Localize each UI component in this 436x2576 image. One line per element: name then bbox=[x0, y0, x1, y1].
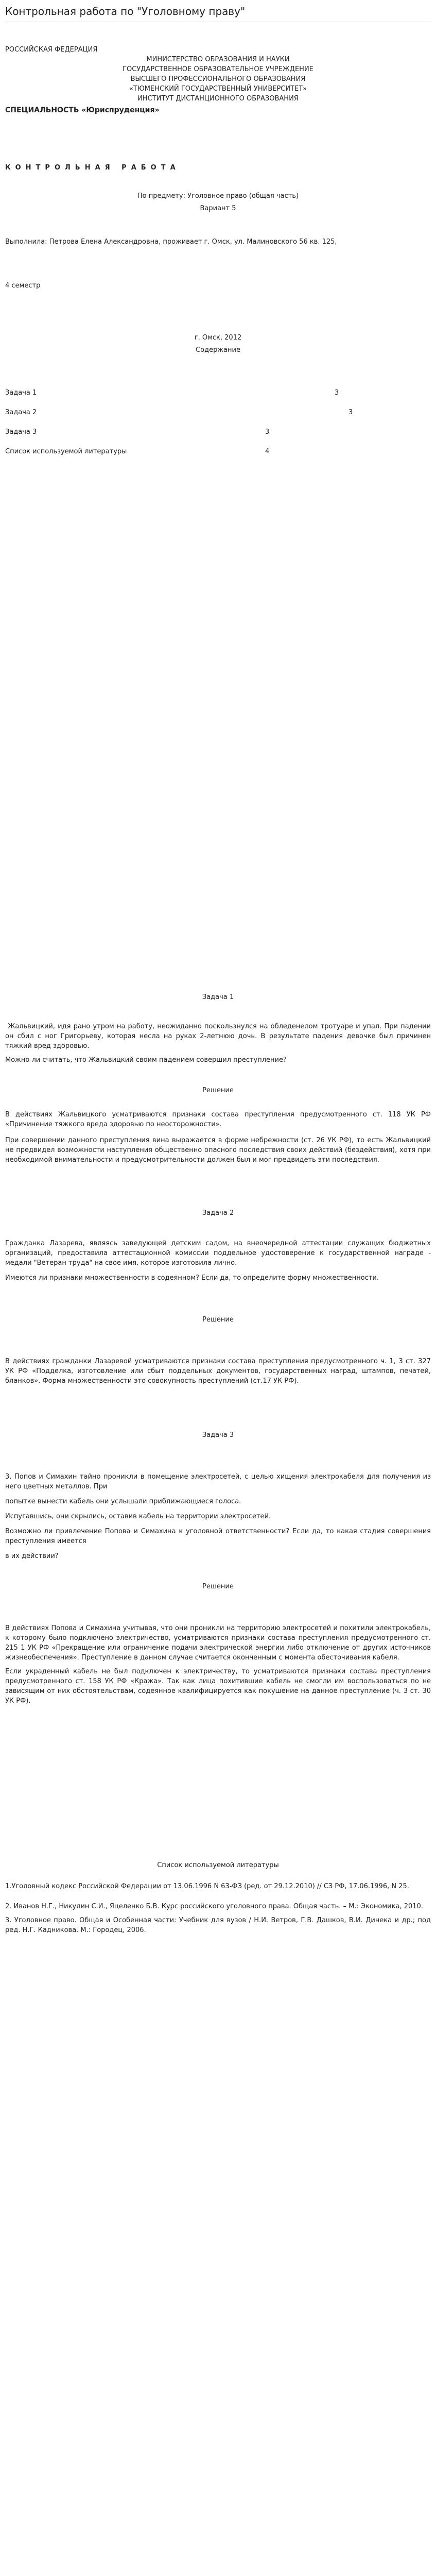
city-year-line: г. Омск, 2012 bbox=[194, 334, 242, 342]
variant-line: Вариант 5 bbox=[200, 205, 236, 212]
task-1-text: Жальвицкий, идя рано утром на работу, неожиданно поскользнулся на обледенелом тротуаре и упал. При падении он сбил с ног Григорьеву, которая несла на руках 2-летнюю дочь. В результате падения девочке был причинен тяжкий вред здоровью. bbox=[5, 1023, 433, 1050]
task-3-text-2: попытке вынести кабель они услышали приближающиеся голоса. bbox=[5, 1498, 241, 1505]
task-2-question: Имеются ли признаки множественности в содеянном? Если да, то определите форму множественности. bbox=[5, 1274, 379, 1282]
subject-line: По предмету: Уголовное право (общая часть) bbox=[137, 192, 299, 200]
task-3-heading: Задача 3 bbox=[202, 1431, 234, 1439]
title-page-header bbox=[5, 45, 431, 115]
task-2-text: Гражданка Лазарева, являясь заведующей детским садом, на внеочередной аттестации служащих бюджетных организаций, предоставила аттестационной комиссии поддельное удостоверение к государственной награде - медали "Ветеран труда" на свое имя, которое изготовила лично. bbox=[5, 1240, 431, 1267]
contents-title: Содержание bbox=[196, 346, 240, 354]
task-3-text-3: Испугавшись, они скрылись, оставив кабель на территории электросетей. bbox=[5, 1513, 271, 1520]
task-3-question-2: в их действии? bbox=[5, 1552, 59, 1560]
task-2-heading: Задача 2 bbox=[202, 1209, 234, 1217]
table-of-contents bbox=[5, 388, 431, 456]
toc-item-page: 3 bbox=[335, 389, 339, 397]
university-line: «ТЮМЕНСКИЙ ГОСУДАРСТВЕННЫЙ УНИВЕРСИТЕТ» bbox=[129, 85, 307, 93]
task-1-solution-heading: Решение bbox=[202, 1087, 234, 1094]
task-1-section bbox=[5, 992, 431, 1165]
task-2-solution-p1: В действиях гражданки Лазаревой усматриваются признаки состава преступления предусмотренного ч. 1, 3 ст. 327 УК РФ «Подделка, изготовление или сбыт поддельных документов, государственных наград, штампов, печатей, бланков». Форма множественности это совокупность преступлений (ст.17 УК РФ). bbox=[5, 1358, 431, 1385]
task-3-text: 3. Попов и Симахин тайно проникли в помещение электросетей, с целью хищения электрокабеля для получения из него цветных металлов. При bbox=[5, 1473, 431, 1490]
toc-item bbox=[5, 408, 431, 417]
institute-line: ИНСТИТУТ ДИСТАНЦИОННОГО ОБРАЗОВАНИЯ bbox=[137, 95, 299, 103]
kontrol-title: КОНТРОЛЬНАЯ РАБОТА bbox=[5, 164, 180, 172]
toc-item-label: Задача 3 bbox=[5, 428, 37, 436]
literature-section bbox=[5, 1860, 431, 1935]
toc-item-label: Список используемой литературы bbox=[5, 448, 127, 455]
toc-item-label: Задача 2 bbox=[5, 409, 37, 416]
task-3-solution-heading: Решение bbox=[202, 1583, 234, 1590]
specialty-line: СПЕЦИАЛЬНОСТЬ «Юриспруденция» bbox=[5, 106, 160, 114]
task-3-solution-p1: В действиях Попова и Симахина учитывая, что они проникли на территорию электросетей и похитили электрокабель, к которому было подключено электричество, усматриваются признаки состава преступления предусмотренного ст. 215 1 УК РФ «Прекращение или ограничение подачи электрической энергии либо отключение от других источников жизнеобеспечения». Преступление в данном случае считается оконченным с момента обесточивания кабеля. bbox=[5, 1624, 431, 1662]
task-3-question: Возможно ли привлечение Попова и Симахина к уголовной ответственности? Если да, то какая стадия совершения преступления имеется bbox=[5, 1528, 431, 1545]
toc-item-page: 4 bbox=[265, 448, 270, 455]
institution-type-line: ГОСУДАРСТВЕННОЕ ОБРАЗОВАТЕЛЬНОЕ УЧРЕЖДЕНИЕ bbox=[123, 65, 313, 73]
task-2-section bbox=[5, 1208, 431, 1386]
literature-item: 1.Уголовный кодекс Российской Федерации от 13.06.1996 N 63-ФЗ (ред. от 29.12.2010) // СЗ РФ, 17.06.1996, N 25. bbox=[5, 1883, 409, 1890]
education-level-line: ВЫСШЕГО ПРОФЕССИОНАЛЬНОГО ОБРАЗОВАНИЯ bbox=[130, 75, 306, 83]
task-1-question: Можно ли считать, что Жальвицкий своим падением совершил преступление? bbox=[5, 1056, 287, 1064]
task-1-heading: Задача 1 bbox=[202, 993, 234, 1001]
document-page bbox=[0, 4, 436, 2576]
task-3-section bbox=[5, 1430, 431, 1706]
task-2-solution-heading: Решение bbox=[202, 1316, 234, 1324]
task-3-solution-p2: Если украденный кабель не был подключен к электричеству, то усматриваются признаки состава преступления предусмотренного ст. 158 УК РФ «Кража». Так как лица похитившие кабель не смогли им воспользоваться по не зависящим от них обстоятельствам, содеянное квалифицируется как покушение на данное преступление (ч. 3 ст. 30 УК РФ). bbox=[5, 1668, 431, 1705]
semester-line: 4 семестр bbox=[5, 282, 41, 290]
document-title: Контрольная работа по "Уголовному праву" bbox=[5, 5, 246, 18]
performer-line: Выполнила: Петрова Елена Александровна, проживает г. Омск, ул. Малиновского 56 кв. 125, bbox=[5, 238, 337, 246]
toc-item bbox=[5, 427, 431, 437]
toc-item-label: Задача 1 bbox=[5, 389, 37, 397]
ministry-line: МИНИСТЕРСТВО ОБРАЗОВАНИЯ И НАУКИ bbox=[146, 56, 290, 63]
toc-item-page: 3 bbox=[348, 409, 353, 416]
task-1-solution-p1: В действиях Жальвицкого усматриваются признаки состава преступления предусмотренного ст. 118 УК РФ «Причинение тяжкого вреда здоровью по неосторожности». bbox=[5, 1111, 431, 1128]
literature-heading: Список используемой литературы bbox=[157, 1861, 279, 1869]
country-line: РОССИЙСКАЯ ФЕДЕРАЦИЯ bbox=[5, 46, 98, 54]
toc-item bbox=[5, 388, 431, 398]
toc-item bbox=[5, 447, 431, 456]
literature-item: 2. Иванов Н.Г., Никулин С.И., Яцеленко Б.В. Курс российского уголовного права. Общая часть. – М.: Экономика, 2010. bbox=[5, 1903, 423, 1910]
literature-item: 3. Уголовное право. Общая и Особенная части: Учебник для вузов / Н.И. Ветров, Г.В. Дашков, В.И. Динека и др.; под ред. Н.Г. Кадникова. М.: Городец, 2006. bbox=[5, 1917, 431, 1934]
toc-item-page: 3 bbox=[265, 428, 270, 436]
task-1-solution-p2: При совершении данного преступления вина выражается в форме небрежности (ст. 26 УК РФ), то есть Жальвицкий не предвидел возможности наступления общественно опасного последствия своих действий (бездействия), хотя при необходимой внимательности и предусмотрительности должен был и мог предвидеть эти последствия. bbox=[5, 1137, 431, 1164]
